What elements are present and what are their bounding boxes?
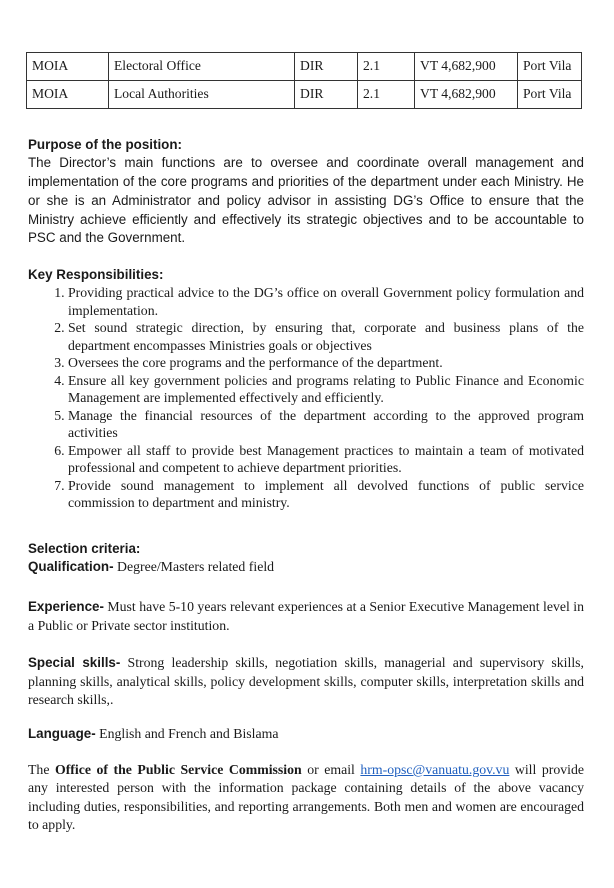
skills-value: Strong leadership skills, negotiation skills, managerial and supervisory skills, planning skills, analytical skills, policy development skills, computer skills, interpretation skills and research skills,. [28,655,584,708]
selection-heading: Selection criteria: [28,541,141,556]
language-label: Language- [28,726,96,741]
list-item: 3. Oversees the core programs and the performance of the department. [68,354,584,372]
experience-value: Must have 5-10 years relevant experiences at a Senior Executive Management level in a Public or Private sector institution. [28,599,584,633]
qualification-value: Degree/Masters related field [113,559,275,574]
office-name: Office of the Public Service Commission [54,762,302,777]
location-cell: Port Vila [518,53,582,81]
contact-section [28,761,584,834]
list-item: 1. Providing practical advice to the DG’s office on overall Government policy formulation and implementation. [68,284,584,319]
skills-section [28,654,584,710]
responsibilities-heading: Key Responsibilities: [28,267,164,282]
grade-cell: 2.1 [358,53,415,81]
list-item: 4. Ensure all key government policies and programs relating to Public Finance and Economic Management are implemented effectively and efficiently. [68,372,584,407]
purpose-heading: Purpose of the position: [28,137,182,152]
contact-mid: or email [301,762,361,777]
experience-section [28,598,584,635]
purpose-text: The Director’s main functions are to oversee and coordinate overall management and implementation of the core programs and priorities of the department under each Ministry. He or she is an Administrator and policy advisor in assisting DG’s Office to ensure that the Ministry achieve efficiently and effectively its strategic objectives and to be accountable to PSC and the Government. [28,155,584,246]
contact-paragraph [28,761,584,834]
positions-table [26,52,582,109]
skills-line [28,654,584,710]
purpose-section [28,136,584,248]
list-item: 7. Provide sound management to implement all devolved functions of public service commission to department and ministry. [68,477,584,512]
experience-line [28,598,584,635]
table-row [27,53,582,81]
language-section [28,725,584,743]
selection-section [28,540,584,576]
salary-cell: VT 4,682,900 [415,81,518,109]
language-line [28,725,584,743]
responsibilities-list [28,284,584,512]
list-item: 2. Set sound strategic direction, by ensuring that, corporate and business plans of the department encompasses Ministries goals or objectives [68,319,584,354]
skills-label: Special skills- [28,655,121,670]
salary-cell: VT 4,682,900 [415,53,518,81]
qualification-line [28,558,584,576]
position-code-cell: DIR [295,81,358,109]
email-link[interactable]: hrm-opsc@vanuatu.gov.vu [360,762,510,777]
ministry-cell: MOIA [27,53,109,81]
list-item: 5. Manage the financial resources of the department according to the approved program activities [68,407,584,442]
location-cell: Port Vila [518,81,582,109]
grade-cell: 2.1 [358,81,415,109]
contact-suffix: will provide any interested person with the information package containing details of the above vacancy including duties, responsibilities, and reporting arrangements. Both men and women are encouraged to apply. [28,762,584,832]
department-cell: Electoral Office [109,53,295,81]
ministry-cell: MOIA [27,81,109,109]
language-value: English and French and Bislama [95,726,279,741]
responsibilities-section [28,266,584,512]
qualification-label: Qualification- [28,559,114,574]
department-cell: Local Authorities [109,81,295,109]
table-row [27,81,582,109]
contact-prefix: The [28,762,55,777]
list-item: 6. Empower all staff to provide best Management practices to maintain a team of motivated professional and competent to achieve department priorities. [68,442,584,477]
position-code-cell: DIR [295,53,358,81]
experience-label: Experience- [28,599,104,614]
